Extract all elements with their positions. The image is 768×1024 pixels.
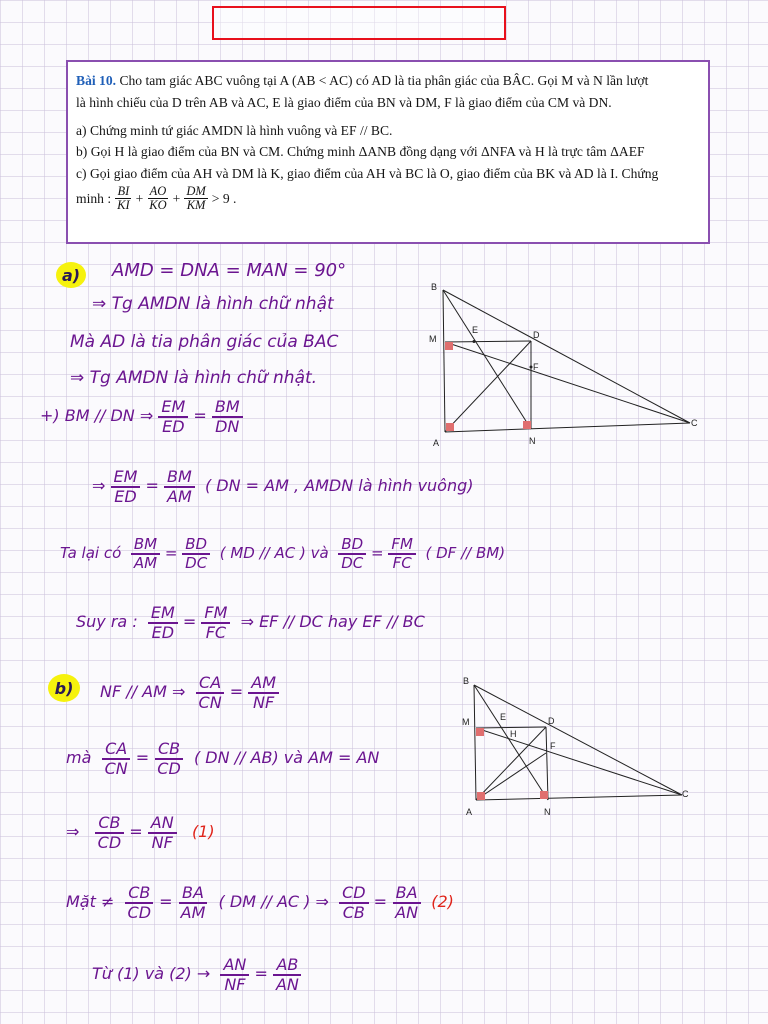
label-e: E: [500, 712, 507, 722]
solution-b-line-4: Mặt ≠ $\frac{CB}{CD}$ = $\frac{BA}{AM}$ ( DM // AC ) ⇒ $\frac{CD}{CB}$ = $\frac{BA}{AN}$ (2): [66, 883, 454, 922]
label-b: B: [463, 676, 470, 686]
label-a: A: [433, 438, 440, 448]
problem-part-b: b) Gọi H là giao điểm của BN và CM. Chứng minh ΔANB đồng dạng với ΔNFA và H là trực tâm ΔAEF: [76, 144, 645, 160]
fraction-bi-ki: BI KI: [117, 183, 130, 212]
solution-line-4: ⇒ Tg AMDN là hình chữ nhật.: [70, 368, 318, 388]
solution-b-line-5: Từ (1) và (2) → $\frac{AN}{NF}$ = $\frac{AB}{AN}$: [92, 956, 302, 993]
label-b: B: [431, 282, 438, 292]
label-f: F: [533, 362, 539, 372]
part-b-marker: b): [48, 674, 80, 702]
geometry-figure-1: [425, 280, 705, 450]
fraction-dm-km: $\frac{DM}{KM}$: [186, 183, 206, 212]
solution-line-3: Mà AD là tia phân giác của BAC: [70, 332, 339, 352]
solution-line-7: Ta lại có $\frac{BM}{AM}$ = $\frac{BD}{DC}$ ( MD // AC ) và $\frac{BD}{DC}$ = $\frac{FM}{FC}$ ( DF // BM): [60, 535, 506, 572]
tag-1: (1): [191, 822, 215, 842]
geometry-figure-2: [460, 675, 700, 825]
fraction-ao-ko: $\frac{AO}{KO}$: [149, 183, 167, 212]
solution-b-line-1: NF // AM ⇒ $\frac{CA}{CN}$ = $\frac{AM}{NF}$: [100, 674, 279, 711]
problem-intro-2: là hình chiếu của D trên AB và AC, E là giao điểm của BN và DM, F là giao điểm của CM và DN.: [76, 94, 612, 110]
problem-title: Bài 10.: [76, 73, 117, 88]
label-a: A: [466, 807, 473, 817]
solution-b-line-3: ⇒ $\frac{CB}{CD}$ = $\frac{AN}{NF}$ (1): [66, 813, 215, 852]
label-h: H: [510, 729, 517, 739]
label-f: F: [550, 741, 556, 751]
solution-line-5: +) BM // DN ⇒ $\frac{EM}{ED}$ = $\frac{BM}{DN}$: [40, 398, 243, 435]
problem-part-a: a) Chứng minh tứ giác AMDN là hình vuông và EF // BC.: [76, 122, 393, 138]
label-c: C: [682, 789, 689, 799]
problem-intro: Bài 10. Cho tam giác ABC vuông tại A (AB < AC) có AD là tia phân giác của BÂC. Gọi M và N lần lượt: [76, 73, 649, 88]
label-d: D: [548, 716, 555, 726]
solution-line-6: ⇒ $\frac{EM}{ED}$ = $\frac{BM}{AM}$ ( DN = AM , AMDN là hình vuông): [92, 467, 474, 506]
label-d: D: [533, 330, 540, 340]
tag-2: (2): [431, 892, 454, 912]
problem-box: [66, 60, 710, 244]
label-n: N: [529, 436, 536, 446]
solution-line-1: AMD = DNA = MAN = 90°: [112, 260, 347, 281]
solution-line-2: ⇒ Tg AMDN là hình chữ nhật: [92, 294, 334, 314]
part-a-marker: a): [56, 262, 86, 288]
label-m: M: [462, 717, 470, 727]
label-m: M: [429, 334, 437, 344]
solution-line-8: Suy ra : $\frac{EM}{ED}$ = $\frac{FM}{FC}$ ⇒ EF // DC hay EF // BC: [76, 603, 425, 642]
problem-part-c: c) Gọi giao điểm của AH và DM là K, giao điểm của AH và BC là O, giao điểm của BK và AD là I. Chứng: [76, 166, 659, 181]
label-e: E: [472, 325, 479, 335]
label-c: C: [691, 418, 698, 428]
problem-inequality: minh : BI KI + $\frac{AO}{KO}$ + $\frac{DM}{KM}$ > 9 .: [76, 183, 237, 212]
label-n: N: [544, 807, 551, 817]
header-red-box: [212, 6, 506, 40]
solution-b-line-2: mà $\frac{CA}{CN}$ = $\frac{CB}{CD}$ ( DN // AB) và AM = AN: [66, 739, 380, 778]
